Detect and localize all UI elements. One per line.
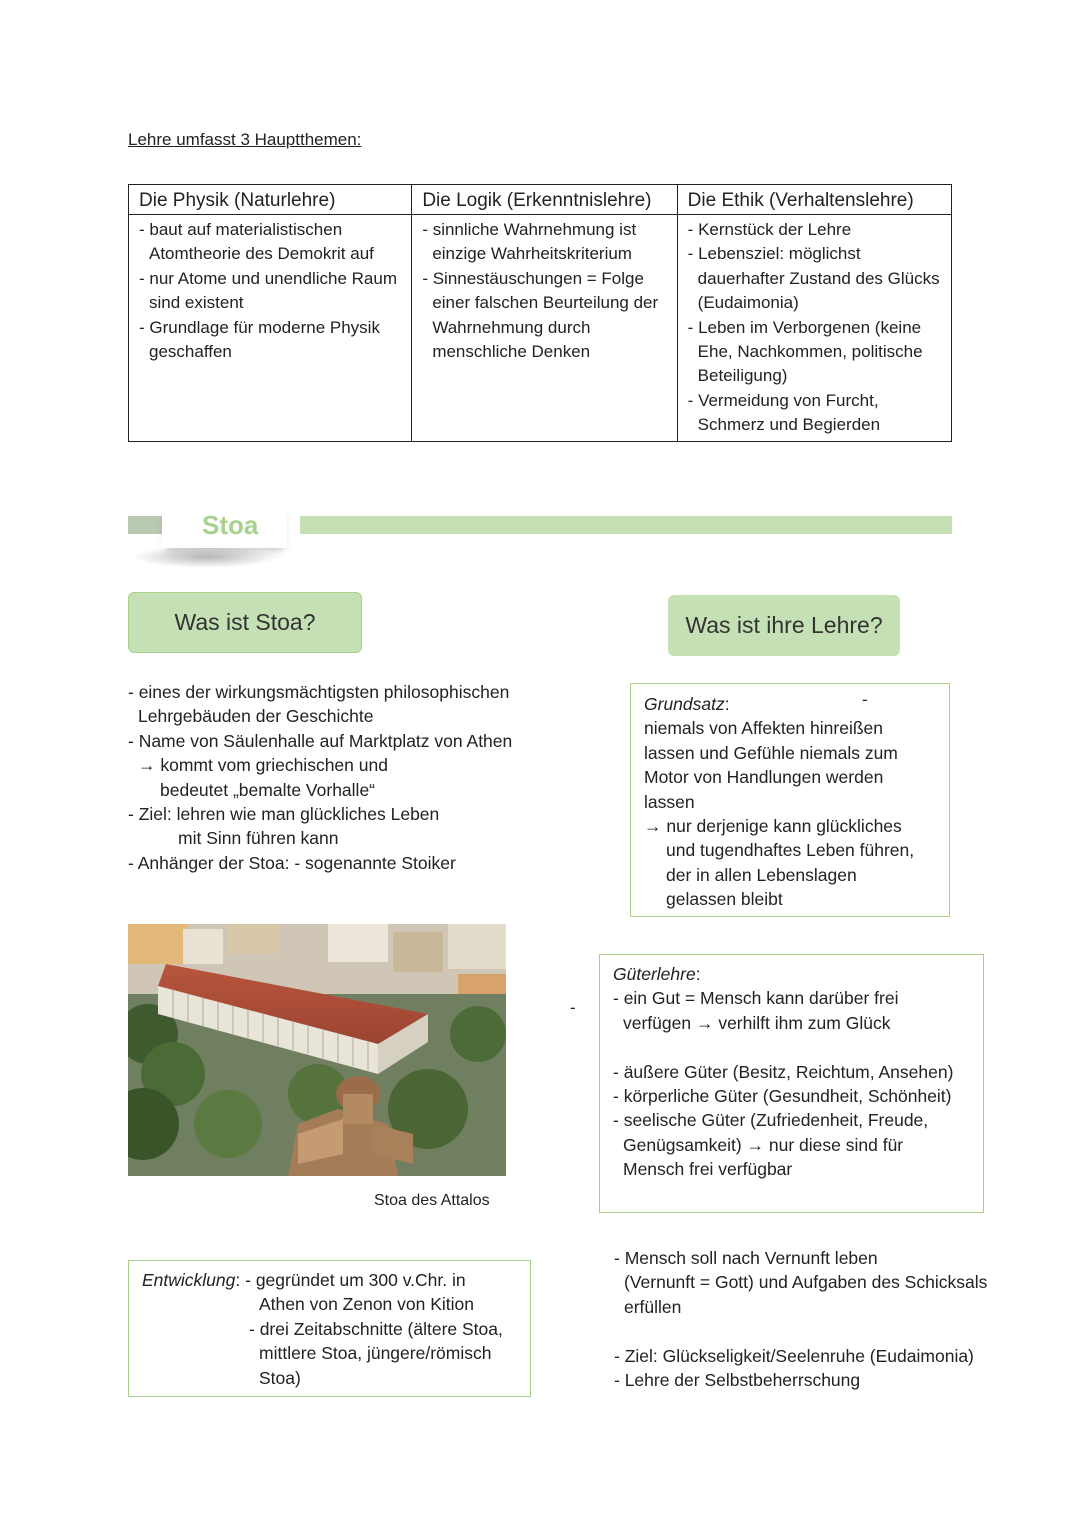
list-item: - äußere Güter (Besitz, Reichtum, Ansehen): [613, 1061, 954, 1082]
gueterlehre-heading: [613, 962, 971, 986]
theme-ethik: [677, 185, 951, 441]
list-item: und tugendhaftes Leben führen,: [666, 840, 915, 861]
theme-item: - Leben im Verborgenen (keine Ehe, Nachkommen, politische Beteiligung): [688, 316, 943, 389]
entwicklung-heading: [142, 1268, 518, 1292]
list-item: (Vernunft = Gott) und Aufgaben des Schicksals: [624, 1272, 988, 1293]
theme-item: - Kernstück der Lehre: [688, 218, 943, 242]
grundsatz-box: [630, 683, 950, 917]
grundsatz-title: Grundsatz: [644, 694, 725, 714]
gueterlehre-colon: :: [695, 964, 701, 984]
entwicklung-title: Entwicklung: [142, 1270, 236, 1290]
list-item: - seelische Güter (Zufriedenheit, Freude,: [613, 1110, 929, 1131]
theme-item: - Lebensziel: möglichst dauerhafter Zustand des Glücks (Eudaimonia): [688, 242, 943, 315]
list-item: bedeutet „bemalte Vorhalle“: [160, 779, 375, 800]
theme-title: Die Ethik (Verhaltenslehre): [678, 187, 951, 215]
theme-title: Die Logik (Erkenntnislehre): [412, 187, 676, 215]
separator-dash: -: [570, 998, 576, 1017]
theme-item: - Vermeidung von Furcht, Schmerz und Begierden: [688, 389, 943, 438]
list-item: gelassen bleibt: [666, 889, 783, 910]
vernunft-notes: [614, 1246, 1034, 1392]
stoa-photo-illustration: [128, 924, 506, 1176]
gueterlehre-title: Güterlehre: [613, 964, 696, 984]
theme-item: - sinnliche Wahrnehmung ist einzige Wahrheitskriterium: [422, 218, 668, 267]
section-tab-shadow: [132, 546, 280, 568]
theme-item: - Sinnestäuschungen = Folge einer falschen Beurteilung der Wahrnehmung durch menschliche Denken: [422, 267, 668, 365]
list-item: - Mensch soll nach Vernunft leben: [614, 1248, 878, 1268]
list-item: Athen von Zenon von Kition: [259, 1294, 475, 1315]
section-bar-right: [300, 516, 952, 534]
list-item: - Name von Säulenhalle auf Marktplatz von Athen: [128, 730, 513, 751]
list-item: mit Sinn führen kann: [178, 828, 339, 849]
stoa-photo: [128, 924, 506, 1176]
theme-item: - nur Atome und unendliche Raum sind existent: [139, 267, 403, 316]
list-item: - gegründet um 300 v.Chr. in: [245, 1270, 466, 1290]
theme-title: Die Physik (Naturlehre): [129, 187, 411, 215]
photo-caption: Stoa des Attalos: [374, 1192, 490, 1209]
list-item: - Ziel: lehren wie man glückliches Leben: [128, 804, 440, 825]
list-item: - Anhänger der Stoa: - sogenannte Stoiker: [128, 852, 456, 873]
entwicklung-box: [128, 1260, 531, 1397]
list-item: - Ziel: Glückseligkeit/Seelenruhe (Eudaimonia): [614, 1345, 974, 1366]
list-item: der in allen Lebenslagen: [666, 864, 857, 885]
grundsatz-dash: -: [862, 690, 868, 709]
what-is-stoa-list: [128, 680, 558, 875]
theme-item: - Grundlage für moderne Physik geschaffen: [139, 316, 403, 365]
grundsatz-colon: :: [724, 694, 730, 714]
what-is-stoa-label: Was ist Stoa?: [128, 592, 362, 653]
list-item: Mensch frei verfügbar: [623, 1159, 793, 1180]
theme-logik: [411, 185, 676, 441]
gueterlehre-box: [599, 954, 984, 1213]
section-bar-left: [128, 516, 162, 534]
list-item: lassen: [644, 791, 695, 812]
intro-heading: Lehre umfasst 3 Hauptthemen:: [128, 130, 362, 149]
list-item: → nur derjenige kann glückliches: [644, 816, 902, 837]
list-item: → kommt vom griechischen und: [138, 755, 388, 776]
grundsatz-heading: [644, 692, 937, 716]
list-item: Lehrgebäuden der Geschichte: [138, 706, 374, 727]
entwicklung-colon: :: [235, 1270, 246, 1290]
list-item: Genügsamkeit) → nur diese sind für: [623, 1134, 904, 1155]
list-item: mittlere Stoa, jüngere/römisch: [259, 1343, 492, 1364]
list-item: - körperliche Güter (Gesundheit, Schönheit): [613, 1086, 952, 1107]
list-item: lassen und Gefühle niemals zum: [644, 742, 898, 763]
list-item: Stoa): [259, 1367, 301, 1388]
teaching-label: Was ist ihre Lehre?: [668, 595, 900, 656]
spacer: [614, 1319, 1034, 1343]
section-title: Stoa: [202, 510, 259, 540]
list-item: niemals von Affekten hinreißen: [644, 718, 883, 739]
list-item: verfügen → verhilft ihm zum Glück: [623, 1012, 891, 1033]
list-item: - ein Gut = Mensch kann darüber frei: [613, 988, 899, 1009]
theme-physik: [129, 185, 411, 441]
themes-table: [128, 184, 952, 442]
list-item: - Lehre der Selbstbeherrschung: [614, 1370, 861, 1391]
list-item: - drei Zeitabschnitte (ältere Stoa,: [249, 1318, 503, 1339]
list-item: Motor von Handlungen werden: [644, 767, 884, 788]
spacer: [613, 1035, 971, 1059]
list-item: erfüllen: [624, 1296, 682, 1317]
theme-item: - baut auf materialistischen Atomtheorie des Demokrit auf: [139, 218, 403, 267]
list-item: - eines der wirkungsmächtigsten philosophischen: [128, 682, 510, 702]
